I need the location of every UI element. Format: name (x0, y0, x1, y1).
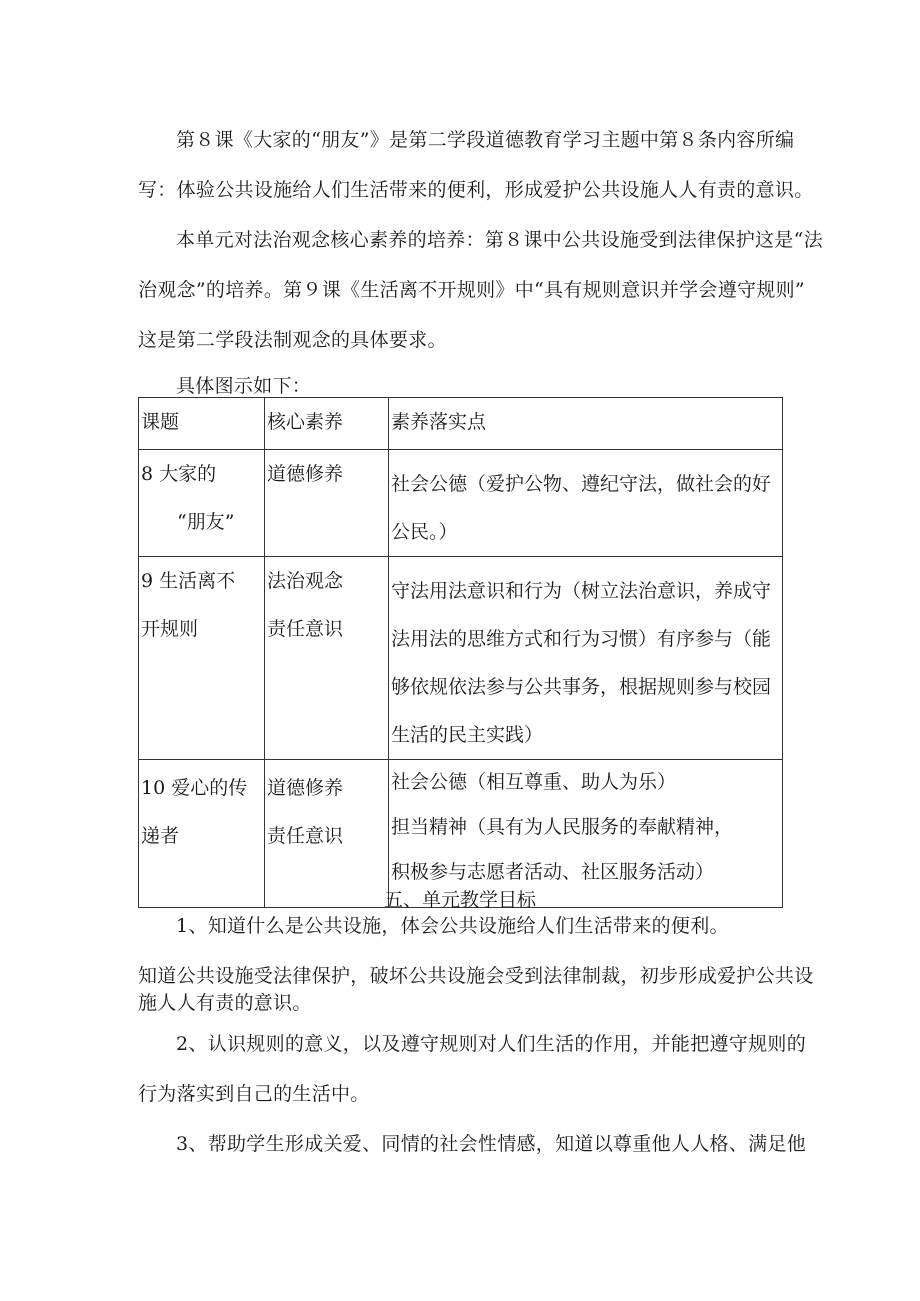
paragraph-2-line-3: 这是第二学段法制观念的具体要求。 (138, 329, 447, 351)
row-3-topic: 10 爱心的传 递者 (139, 760, 265, 908)
goal-2-line-1: 2、认识规则的意义，以及遵守规则对人们生活的作用，并能把遵守规则的 (176, 1033, 806, 1055)
row-3-points: 社会公德（相互尊重、助人为乐） 担当精神（具有为人民服务的奉献精神， 积极参与志愿者活动、社区服务活动） (389, 760, 783, 908)
row-2-literacy: 法治观念 责任意识 (265, 557, 389, 760)
row-2-topic: 9 生活离不 开规则 (139, 557, 265, 760)
row-1-literacy: 道德修养 (265, 450, 389, 557)
table-row (139, 450, 783, 557)
paragraph-2-line-1: 本单元对法治观念核心素养的培养：第８课中公共设施受到法律保护这是“法 (176, 229, 823, 251)
table-caption: 具体图示如下： (176, 375, 312, 397)
paragraph-1-line-1: 第８课《大家的“朋友”》是第二学段道德教育学习主题中第８条内容所编 (176, 129, 795, 151)
row-3-literacy: 道德修养 责任意识 (265, 760, 389, 908)
row-1-topic: 8 大家的 “朋友” (139, 450, 265, 557)
table-header-row (139, 398, 783, 450)
section-title: 五、单元教学目标 (383, 889, 536, 911)
paragraph-2-line-2: 治观念”的培养。第９课《生活离不开规则》中“具有规则意识并学会遵守规则” (138, 279, 805, 301)
paragraph-1-line-2: 写：体验公共设施给人们生活带来的便利，形成爱护公共设施人人有责的意识。 (138, 179, 814, 201)
goal-1-line-2: 知道公共设施受法律保护，破坏公共设施会受到法律制裁，初步形成爱护公共设 (138, 965, 814, 987)
header-core-literacy: 核心素养 (265, 398, 389, 450)
header-topic: 课题 (139, 398, 265, 450)
goal-2-line-2: 行为落实到自己的生活中。 (138, 1083, 370, 1105)
table-row (139, 557, 783, 760)
goal-1-line-3: 施人人有责的意识。 (138, 992, 312, 1014)
literacy-table (138, 397, 783, 908)
header-implementation-points: 素养落实点 (389, 398, 783, 450)
row-1-points: 社会公德（爱护公物、遵纪守法，做社会的好 公民。） (389, 450, 783, 557)
goal-1-line-1: 1、知道什么是公共设施，体会公共设施给人们生活带来的便利。 (176, 915, 729, 937)
row-2-points: 守法用法意识和行为（树立法治意识，养成守 法用法的思维方式和行为习惯）有序参与（能 够依规依法参与公共事务，根据规则参与校园 生活的民主实践） (389, 557, 783, 760)
table-row (139, 760, 783, 908)
goal-3-line-1: 3、帮助学生形成关爱、同情的社会性情感，知道以尊重他人人格、满足他 (176, 1133, 806, 1155)
